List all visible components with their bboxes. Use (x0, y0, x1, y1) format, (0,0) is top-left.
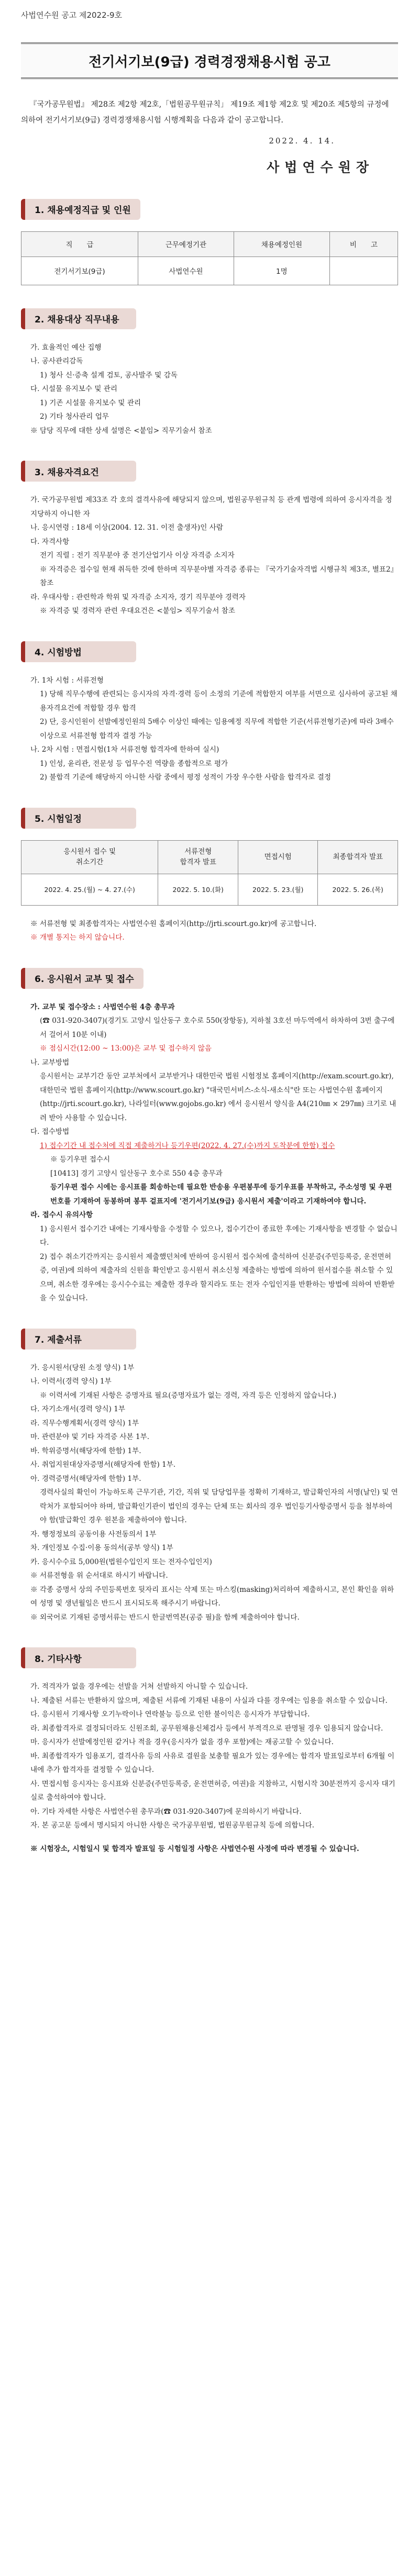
list-item: ※ 등기우편 접수시 (50, 1155, 111, 1164)
final-note: ※ 시험장소, 시험일시 및 합격자 발표일 등 시험일정 사항은 사법연수원 사정에 따라 변경될 수 있습니다. (30, 1844, 359, 1853)
list-item: 1) 인성, 윤리관, 전문성 등 업무수진 역량을 종합적으로 평가 (40, 759, 228, 768)
position-table (21, 231, 398, 285)
list-item: 다. 응시원서 기재사항 오기누락이나 연락불능 등으로 인한 불이익은 응시자가 부담합니다. (30, 1710, 310, 1719)
table-header: 비 고 (329, 231, 398, 257)
list-item: 다. 자격사항 (30, 537, 70, 546)
list-item: (☎ 031-920-3407)(경기도 고양시 일산동구 호수로 550(장항동), 지하철 3호선 마두역에서 하차하여 3번 출구에서 걸어서 10분 이내) (40, 1017, 395, 1039)
list-item: ※ 점심시간(12:00 ~ 13:00)은 교부 및 접수하지 않음 (40, 1044, 212, 1053)
table-header: 근무예정기관 (138, 231, 234, 257)
list-item: 2) 기타 청사관리 업무 (40, 412, 109, 421)
notice-title: 전기서기보(9급) 경력경쟁채용시험 공고 (21, 42, 398, 79)
section-misc (21, 1647, 398, 1856)
notice-number: 사법연수원 공고 제2022-9호 (21, 10, 123, 20)
list-item: ※ 담당 직무에 대한 상세 설명은 <붙임> 직무기술서 참조 (30, 426, 212, 435)
section-qualifications (21, 461, 398, 618)
list-item: 바. 학위증명서(해당자에 한함) 1부. (30, 1446, 141, 1455)
list-item: ※ 자격증 및 경력자 관련 우대요건은 <붙임> 직무기술서 참조 (40, 607, 235, 616)
list-item: ※ 외국어로 기재된 증명서류는 반드시 한글번역본(공증 필)을 함께 제출하여야 합니다. (30, 1613, 300, 1622)
list-item: 1) 기존 시설물 유지보수 및 관리 (40, 398, 141, 407)
schedule-note: ※ 개별 통지는 하지 않습니다. (30, 933, 125, 942)
intro-paragraph: 『국가공무원법』 제28조 제2항 제2호,「법원공무원규칙」 제19조 제1항 제2호 및 제20조 제5항의 규정에 의하여 전기서기보(9급) 경력경쟁채용시험 시행계획을 다음과 같이 공고합니다. (21, 101, 389, 125)
table-cell: 1명 (234, 257, 329, 285)
list-item: 라. 최종합격자로 결정되더라도 신원조회, 공무원채용신체검사 등에서 부적격으로 판명될 경우 임용되지 않습니다. (30, 1724, 383, 1733)
list-item: 1) 당해 직무수행에 관련되는 응시자의 자격·경력 등이 소정의 기준에 적합한지 여부를 서면으로 심사하여 공고된 채용자격요건에 적합할 경우 합격 (40, 690, 398, 712)
list-item: ※ 각종 증명서 상의 주민등록번호 뒷자리 표시는 삭제 또는 마스킹(masking)처리하여 제출하시고, 본인 확인을 위하여 성명 및 생년월일은 반드시 표시되도록 해주시기 바랍니다. (30, 1585, 394, 1608)
list-item: ※ 자격증은 접수일 현재 취득한 것에 한하며 직무분야별 자격증 종류는 『국가기술자격법 시행규칙 제3조, 별표2』 참조 (40, 565, 398, 588)
table-cell: 2022. 5. 10.(화) (158, 874, 238, 905)
list-item: 나. 교부방법 (30, 1058, 70, 1067)
table-cell: 사법연수원 (138, 257, 234, 285)
list-item: 사. 취업지원대상자증명서(해당자에 한함) 1부. (30, 1460, 176, 1469)
list-item: 아. 기타 자세한 사항은 사법연수원 총무과(☎ 031-920-3407)에 문의하시기 바랍니다. (30, 1807, 302, 1816)
schedule-table (21, 840, 398, 906)
list-item: 2) 접수 취소기간까지는 응시원서 제출했던처에 반하여 응시원서 접수처에 출석하여 신분증(주민등록증, 운전면허증, 여권)에 의하여 제출자의 신원을 확인받고 응시원서 취소신청 제출하는 방법에 의하여 원서접수를 취소할 수 있으며, 취소한 경우에는 응시수수료는 제출한 경우라 할지라도 또는 전자 수입인지를 반환하는 방법에 의하여 반환받을 수 있습니다. (40, 1252, 395, 1303)
list-item: 나. 응시연령 : 18세 이상(2004. 12. 31. 이전 출생자)인 사람 (30, 523, 223, 532)
table-header: 서류전형 합격자 발표 (158, 840, 238, 874)
section-documents (21, 1329, 398, 1625)
list-item: 바. 최종합격자가 임용포기, 결격사유 등의 사유로 결원을 보충할 필요가 있는 경우에는 합격자 발표일로부터 6개월 이내에 추가 합격자를 결정할 수 있습니다. (30, 1752, 394, 1775)
list-item: 가. 적격자가 없을 경우에는 선발을 거쳐 선발하지 아니할 수 있습니다. (30, 1682, 248, 1691)
list-item: [10413] 경기 고양시 일산동구 호수로 550 4층 총무과 (50, 1169, 223, 1178)
list-item: 가. 응시원서(당원 소정 양식) 1부 (30, 1363, 135, 1372)
list-item: 1) 접수기간 내 접수처에 직접 제출하거나 등기우편(2022. 4. 27.(수)까지 도착분에 한함) 접수 (40, 1141, 335, 1150)
table-cell: 2022. 4. 25.(월) ~ 4. 27.(수) (21, 874, 158, 905)
list-item: 나. 2차 시험 : 면접시험(1차 서류전형 합격자에 한하여 실시) (30, 745, 219, 754)
section-schedule (21, 808, 398, 945)
list-item: 나. 제출된 서류는 반환하지 않으며, 제출된 서류에 기재된 내용이 사실과 다를 경우에는 임용을 취소할 수 있습니다. (30, 1696, 388, 1705)
table-cell: 전기서기보(9급) (21, 257, 138, 285)
table-header: 채용예정인원 (234, 231, 329, 257)
table-header: 응시원서 접수 및 취소기간 (21, 840, 158, 874)
list-item: 다. 시설물 유지보수 및 관리 (30, 385, 118, 394)
list-item: 2) 불합격 기준에 해당하지 아니한 사람 중에서 평정 성적이 가장 우수한 사람을 합격자로 결정 (40, 773, 331, 782)
section-heading: 7. 제출서류 (21, 1329, 136, 1350)
list-item: 카. 응시수수료 5,000원(법원수입인지 또는 전자수입인지) (30, 1557, 212, 1566)
issuing-organization: 사법연수원장 (267, 159, 374, 175)
list-item: 라. 직무수행계획서(경력 양식) 1부 (30, 1419, 139, 1428)
table-header: 직 급 (21, 231, 138, 257)
section-application (21, 968, 398, 1306)
section-heading: 1. 채용예정직급 및 인원 (21, 199, 140, 220)
list-item: 응시원서는 교부기간 동안 교부처에서 교부받거나 대한민국 법원 시험정보 홈페이지(http://exam.scourt.go.kr), 대한민국 법원 홈페이지(http://www.scourt.go.kr) "대국민서비스-소식-새소식"란 또는 사법연수원 홈페이지(http://jrti.scourt.go.kr), 나라일터(www.gojobs.go.kr) 에서 응시원서 양식을 A4(210㎜ × 297㎜) 크기로 내려 받아 사용할 수 있습니다. (40, 1072, 396, 1122)
section-heading: 4. 시험방법 (21, 641, 136, 662)
list-item: 마. 관련분야 및 기타 자격증 사본 1부. (30, 1433, 150, 1442)
list-item: 1) 응시원서 접수기간 내에는 기재사항을 수정할 수 있으나, 접수기간이 종료한 후에는 기재사항을 변경할 수 없습니다. (40, 1224, 398, 1247)
list-item: ※ 이력서에 기재된 사항은 증명자료 필요(증명자료가 없는 경력, 자격 등은 인정하지 않습니다.) (40, 1391, 337, 1400)
table-cell: 2022. 5. 26.(목) (318, 874, 398, 905)
section-heading: 6. 응시원서 교부 및 접수 (21, 968, 144, 989)
list-item: 나. 이력서(경력 양식) 1부 (30, 1377, 112, 1386)
list-item: 차. 개인정보 수집·이용 동의서(공부 양식) 1부 (30, 1544, 173, 1553)
list-item: 아. 경력증명서(해당자에 한함) 1부. (30, 1474, 141, 1483)
list-item: 사. 면접시험 응시자는 응시표와 신분증(주민등록증, 운전면허증, 여권)을 지참하고, 시험시작 30분전까지 응시자 대기실로 출석하여야 합니다. (30, 1779, 395, 1802)
list-item: 라. 접수시 유의사항 (30, 1211, 93, 1220)
notice-date: 2022. 4. 14. (269, 136, 335, 146)
list-item: 자. 본 공고문 등에서 명시되지 아니한 사항은 국가공무원법, 법원공무원규칙 등에 의합니다. (30, 1821, 315, 1830)
list-item: 가. 1차 시험 : 서류전형 (30, 676, 104, 685)
section-duties (21, 308, 398, 438)
table-row (21, 874, 398, 905)
list-item: 다. 자기소개서(경력 양식) 1부 (30, 1405, 125, 1414)
schedule-note: ※ 서류전형 및 최종합격자는 사법연수원 홈페이지(http://jrti.scourt.go.kr)에 공고합니다. (30, 919, 317, 928)
list-item: 나. 공사관리감독 (30, 357, 83, 366)
section-heading: 5. 시험일정 (21, 808, 136, 829)
table-row (21, 257, 398, 285)
list-item: 1) 청사 신·증축 설계 검토, 공사발주 및 감독 (40, 371, 178, 380)
list-item: 자. 행정정보의 공동이용 사전동의서 1부 (30, 1530, 157, 1538)
list-item: 등기우편 접수 시에는 응시표를 회송하는데 필요한 반송용 우편봉투에 등기우표를 부착하고, 주소성명 및 우편번호를 기재하여 동봉하며 봉투 겉표지에 '전기서기보(9급) 응시원서 제출'이라고 기재하여야 합니다. (50, 1183, 392, 1206)
list-item: 가. 교부 및 접수장소 : 사법연수원 4층 총무과 (30, 1002, 175, 1011)
list-item: 마. 응시자가 선발예정인원 같거나 적을 경우(응시자가 없을 경우 포함)에는 재공고할 수 있습니다. (30, 1738, 334, 1747)
section-exam-method (21, 641, 398, 785)
list-item: 경력사실의 확인이 가능하도록 근무기관, 기간, 직위 및 담당업무를 정확히 기재하고, 발급확인자의 서명(날인) 및 연락처가 포함되어야 하며, 발급확인기관이 법인의 경우는 단체 또는 회사의 경우 법인등기사항증명서 등을 첨부하여야 함(발급확인 경우 원본을 제출하여야 합니다. (40, 1488, 398, 1525)
table-cell: 2022. 5. 23.(월) (238, 874, 318, 905)
section-heading: 2. 채용대상 직무내용 (21, 308, 136, 329)
section-heading: 3. 채용자격요건 (21, 461, 136, 482)
section-position (21, 199, 398, 285)
list-item: 가. 효율적인 예산 집행 (30, 343, 102, 352)
list-item: 가. 국가공무원법 제33조 각 호의 결격사유에 해당되지 않으며, 법원공무원규칙 등 관계 법령에 의하여 응시자격을 정지당하지 아니한 자 (30, 496, 392, 518)
list-item: 2) 단, 응시인원이 선발예정인원의 5배수 이상인 때에는 임용예정 직무에 적합한 기준(서류전형기준)에 따라 3배수 이상으로 서류전형 합격자 결정 가능 (40, 718, 394, 740)
list-item: ※ 서류전형을 위 순서대로 하시기 바랍니다. (30, 1571, 168, 1580)
list-item: 전기 직렬 : 전기 직무분야 중 전기산업기사 이상 자격증 소지자 (40, 551, 235, 560)
list-item: 라. 우대사항 : 관련학과 학위 및 자격증 소지자, 경기 직무분야 경력자 (30, 593, 246, 601)
table-header: 면접시험 (238, 840, 318, 874)
list-item: 다. 접수방법 (30, 1128, 70, 1136)
table-cell (329, 257, 398, 285)
section-heading: 8. 기타사항 (21, 1647, 136, 1668)
table-header: 최종합격자 발표 (318, 840, 398, 874)
